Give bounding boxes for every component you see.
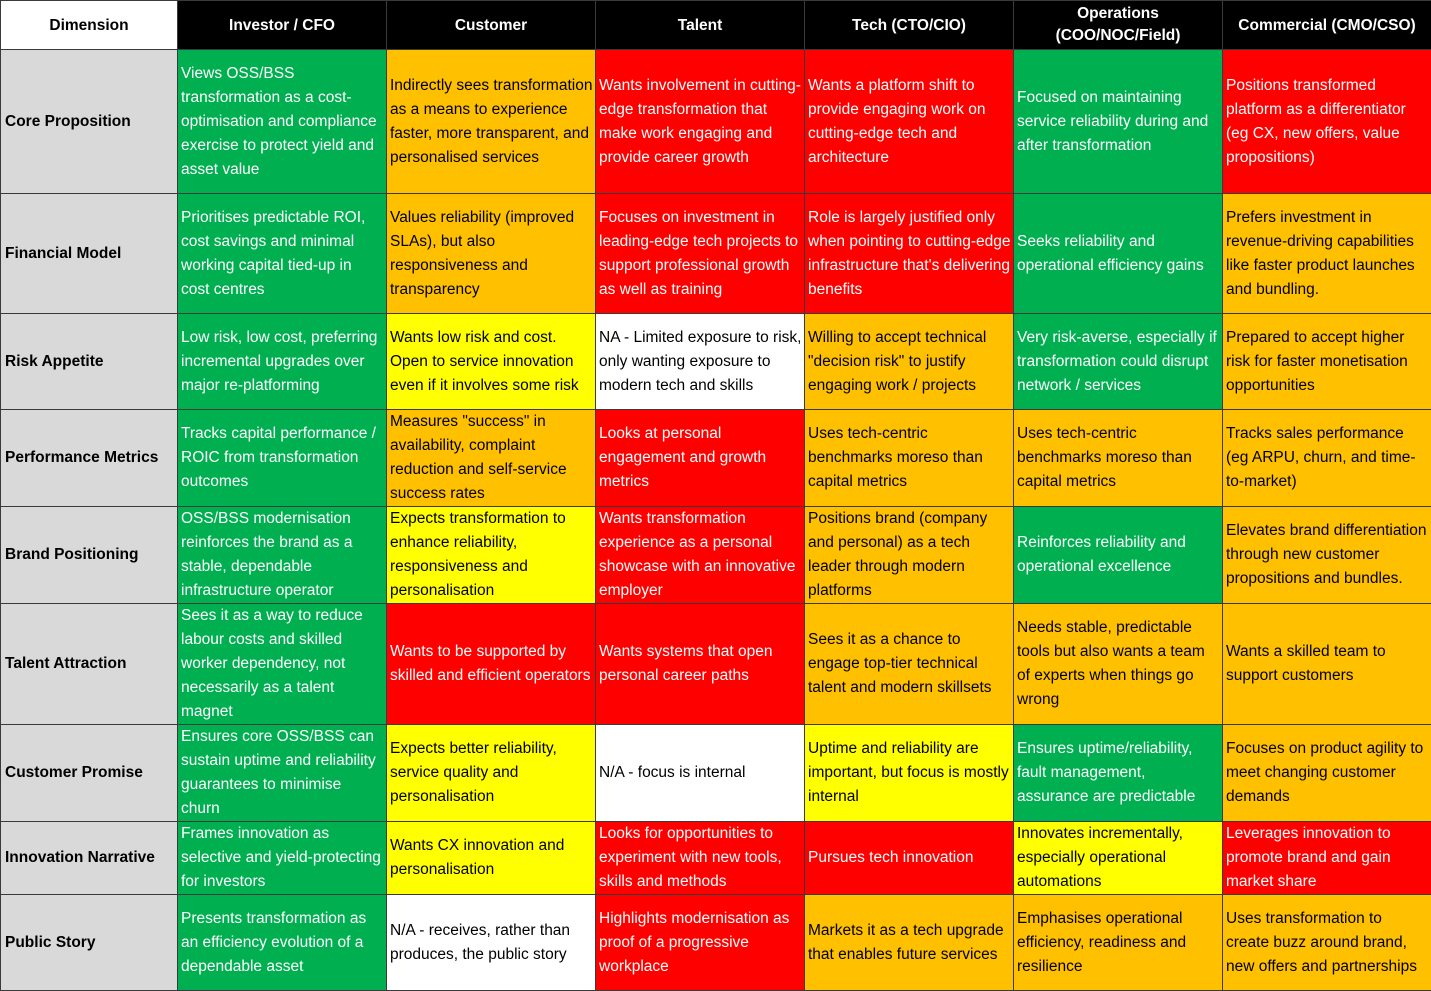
table-row [1,507,1431,604]
cell-text: N/A - receives, rather than produces, the public story [390,919,593,967]
cell-text: Reinforces reliability and operational excellence [1017,531,1220,579]
dimension-label: Public Story [1,895,178,991]
dimension-label: Core Proposition [1,50,178,194]
cell-text: Elevates brand differentiation through new customer propositions and bundles. [1226,519,1429,591]
cell-investor-cfo [178,725,387,822]
cell-text: Expects transformation to enhance reliability, responsiveness and personalisation [390,507,593,603]
cell-text: Pursues tech innovation [808,846,1011,870]
cell-investor-cfo [178,822,387,895]
cell-text: Prioritises predictable ROI, cost savings and minimal working capital tied-up in cost centres [181,206,384,302]
table-row [1,725,1431,822]
cell-tech [805,895,1014,991]
cell-talent [596,314,805,410]
table-row [1,50,1431,194]
cell-operations [1014,725,1223,822]
cell-text: Highlights modernisation as proof of a progressive workplace [599,907,802,979]
cell-commercial [1223,507,1431,604]
cell-text: Innovates incrementally, especially operational automations [1017,822,1220,894]
cell-text: Ensures uptime/reliability, fault management, assurance are predictable [1017,737,1220,809]
cell-customer [387,50,596,194]
dimension-label: Financial Model [1,194,178,314]
cell-text: Views OSS/BSS transformation as a cost-optimisation and compliance exercise to protect yield and asset value [181,62,384,182]
cell-text: Focuses on investment in leading-edge tech projects to support professional growth as well as training [599,206,802,302]
cell-text: Tracks sales performance (eg ARPU, churn, and time-to-market) [1226,422,1429,494]
cell-text: Markets it as a tech upgrade that enables future services [808,919,1011,967]
cell-text: Indirectly sees transformation as a means to experience faster, more transparent, and personalised services [390,74,593,170]
cell-text: Focuses on product agility to meet changing customer demands [1226,737,1429,809]
cell-commercial [1223,194,1431,314]
cell-talent [596,895,805,991]
cell-text: Looks for opportunities to experiment with new tools, skills and methods [599,822,802,894]
dimension-label: Talent Attraction [1,604,178,725]
header-talent: Talent [596,1,805,50]
cell-talent [596,507,805,604]
cell-commercial [1223,895,1431,991]
cell-operations [1014,507,1223,604]
cell-text: Leverages innovation to promote brand and gain market share [1226,822,1429,894]
cell-commercial [1223,314,1431,410]
cell-text: Tracks capital performance / ROIC from transformation outcomes [181,422,384,494]
cell-talent [596,50,805,194]
cell-customer [387,314,596,410]
cell-text: Wants systems that open personal career paths [599,640,802,688]
cell-text: Needs stable, predictable tools but also wants a team of experts when things go wrong [1017,616,1220,712]
cell-text: Emphasises operational efficiency, readiness and resilience [1017,907,1220,979]
table-row [1,822,1431,895]
table-row [1,895,1431,991]
cell-text: Sees it as a chance to engage top-tier technical talent and modern skillsets [808,628,1011,700]
cell-commercial [1223,822,1431,895]
cell-text: Values reliability (improved SLAs), but also responsiveness and transparency [390,206,593,302]
cell-text: Role is largely justified only when pointing to cutting-edge infrastructure that's delivering benefits [808,206,1011,302]
cell-text: Wants low risk and cost. Open to service innovation even if it involves some risk [390,326,593,398]
cell-text: Uptime and reliability are important, but focus is mostly internal [808,737,1011,809]
cell-customer [387,725,596,822]
cell-text: Sees it as a way to reduce labour costs and skilled worker dependency, not necessarily as a talent magnet [181,604,384,724]
cell-text: Uses tech-centric benchmarks moreso than capital metrics [808,422,1011,494]
cell-operations [1014,895,1223,991]
table-row [1,604,1431,725]
cell-commercial [1223,410,1431,507]
cell-customer [387,507,596,604]
cell-text: Expects better reliability, service quality and personalisation [390,737,593,809]
cell-tech [805,725,1014,822]
cell-text: Wants CX innovation and personalisation [390,834,593,882]
cell-text: Frames innovation as selective and yield-protecting for investors [181,822,384,894]
cell-customer [387,822,596,895]
cell-text: N/A - focus is internal [599,761,802,785]
cell-tech [805,822,1014,895]
cell-customer [387,410,596,507]
cell-operations [1014,194,1223,314]
cell-tech [805,314,1014,410]
dimension-label: Innovation Narrative [1,822,178,895]
cell-tech [805,507,1014,604]
cell-text: Wants transformation experience as a personal showcase with an innovative employer [599,507,802,603]
cell-talent [596,410,805,507]
cell-commercial [1223,604,1431,725]
cell-text: Wants a skilled team to support customers [1226,640,1429,688]
cell-text: Presents transformation as an efficiency evolution of a dependable asset [181,907,384,979]
cell-text: Measures "success" in availability, complaint reduction and self-service success rates [390,410,593,506]
header-commercial: Commercial (CMO/CSO) [1223,1,1431,50]
header-row [1,1,1431,50]
cell-text: Wants to be supported by skilled and efficient operators [390,640,593,688]
cell-operations [1014,822,1223,895]
cell-investor-cfo [178,314,387,410]
cell-talent [596,725,805,822]
cell-text: Uses tech-centric benchmarks moreso than capital metrics [1017,422,1220,494]
dimension-label: Risk Appetite [1,314,178,410]
cell-text: NA - Limited exposure to risk, only wanting exposure to modern tech and skills [599,326,802,398]
cell-tech [805,604,1014,725]
cell-investor-cfo [178,604,387,725]
cell-customer [387,604,596,725]
cell-operations [1014,410,1223,507]
header-operations: Operations (COO/NOC/Field) [1014,1,1223,50]
dimension-label: Customer Promise [1,725,178,822]
cell-investor-cfo [178,194,387,314]
cell-tech [805,194,1014,314]
cell-commercial [1223,725,1431,822]
header-tech: Tech (CTO/CIO) [805,1,1014,50]
cell-talent [596,604,805,725]
cell-customer [387,194,596,314]
cell-tech [805,50,1014,194]
cell-text: Prefers investment in revenue-driving capabilities like faster product launches and bundling. [1226,206,1429,302]
cell-text: Looks at personal engagement and growth metrics [599,422,802,494]
cell-commercial [1223,50,1431,194]
cell-operations [1014,604,1223,725]
dimension-label: Performance Metrics [1,410,178,507]
cell-investor-cfo [178,507,387,604]
table-row [1,410,1431,507]
cell-investor-cfo [178,895,387,991]
cell-text: Focused on maintaining service reliability during and after transformation [1017,86,1220,158]
header-customer: Customer [387,1,596,50]
cell-text: Uses transformation to create buzz around brand, new offers and partnerships [1226,907,1429,979]
cell-text: Wants a platform shift to provide engaging work on cutting-edge tech and architecture [808,74,1011,170]
cell-investor-cfo [178,50,387,194]
cell-text: Seeks reliability and operational efficiency gains [1017,230,1220,278]
table-row [1,314,1431,410]
cell-text: Very risk-averse, especially if transformation could disrupt network / services [1017,326,1220,398]
cell-text: Wants involvement in cutting-edge transformation that make work engaging and provide career growth [599,74,802,170]
cell-text: OSS/BSS modernisation reinforces the brand as a stable, dependable infrastructure operator [181,507,384,603]
dimension-label: Brand Positioning [1,507,178,604]
cell-operations [1014,50,1223,194]
cell-text: Positions brand (company and personal) as a tech leader through modern platforms [808,507,1011,603]
cell-talent [596,822,805,895]
cell-operations [1014,314,1223,410]
cell-text: Positions transformed platform as a differentiator (eg CX, new offers, value propositions) [1226,74,1429,170]
cell-text: Prepared to accept higher risk for faster monetisation opportunities [1226,326,1429,398]
cell-investor-cfo [178,410,387,507]
table-row [1,194,1431,314]
header-investor-cfo: Investor / CFO [178,1,387,50]
cell-tech [805,410,1014,507]
cell-talent [596,194,805,314]
cell-text: Ensures core OSS/BSS can sustain uptime and reliability guarantees to minimise churn [181,725,384,821]
cell-text: Low risk, low cost, preferring incremental upgrades over major re-platforming [181,326,384,398]
cell-text: Willing to accept technical "decision risk" to justify engaging work / projects [808,326,1011,398]
cell-customer [387,895,596,991]
header-dimension: Dimension [1,1,178,50]
